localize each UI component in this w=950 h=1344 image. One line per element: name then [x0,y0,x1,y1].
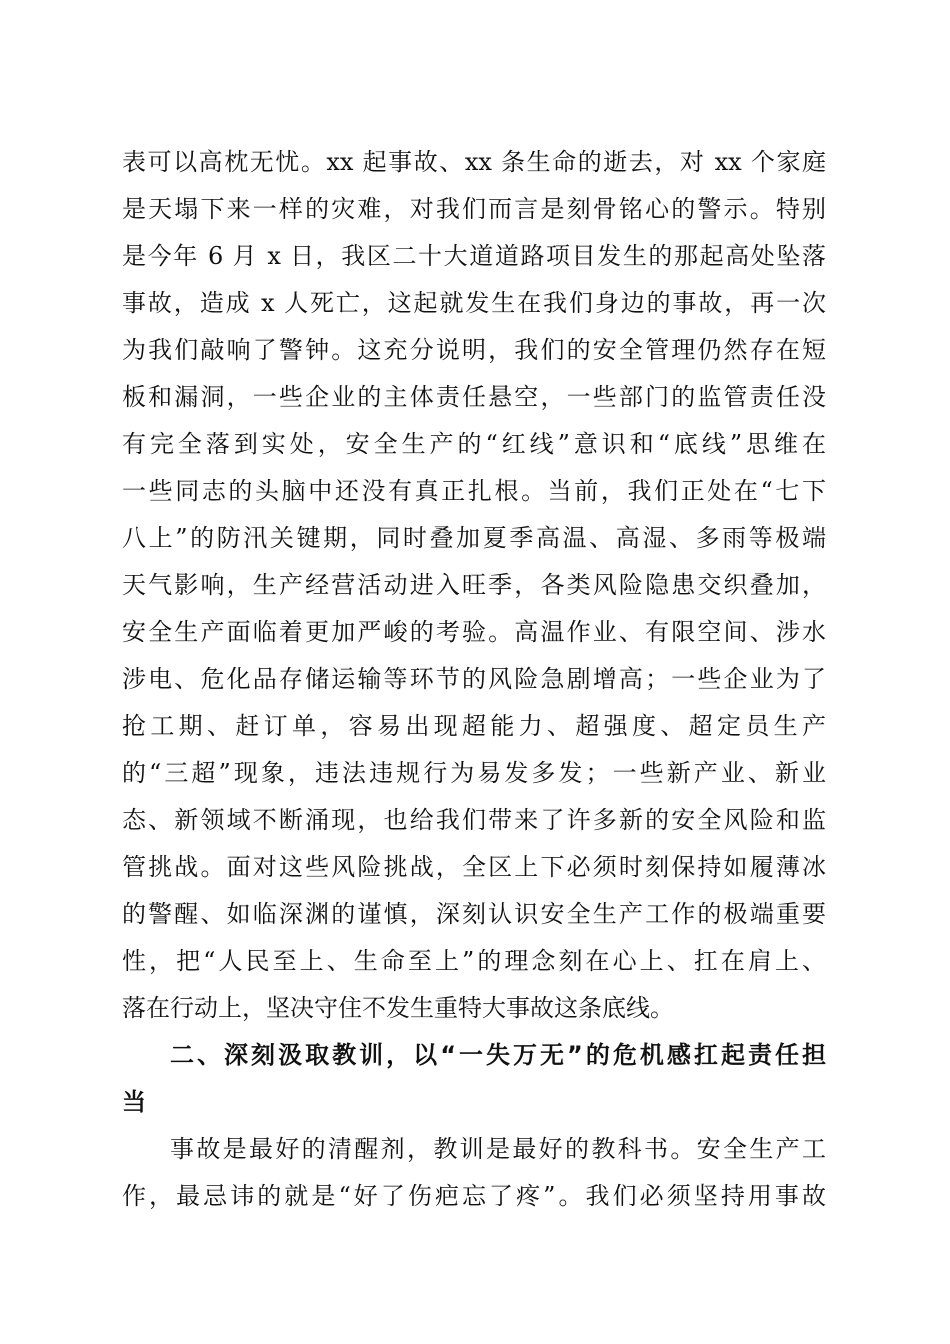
body-text-line: 态、新领域不断涌现，也给我们带来了许多新的安全风险和监 [122,806,826,834]
body-text-line: 天气影响，生产经营活动进入旺季，各类风险隐患交织叠加， [122,571,826,599]
body-text-line: 为我们敲响了警钟。这充分说明，我们的安全管理仍然存在短 [122,336,826,364]
body-text-line: 有完全落到实处，安全生产的“红线”意识和“底线”思维在 [122,430,826,458]
body-text-line: 八上”的防汛关键期，同时叠加夏季高温、高湿、多雨等极端 [122,524,826,552]
body-text-line: 事故，造成 x 人死亡，这起就发生在我们身边的事故，再一次 [122,289,826,317]
body-text-line: 涉电、危化品存储运输等环节的风险急剧增高；一些企业为了 [122,665,826,693]
body-text-line: 作，最忌讳的就是“好了伤疤忘了疼”。我们必须坚持用事故 [122,1182,826,1210]
body-text-line: 抢工期、赶订单，容易出现超能力、超强度、超定员生产 [122,712,826,740]
body-text-line: 落在行动上，坚决守住不发生重特大事故这条底线。 [122,994,674,1022]
body-text-line: 的“三超”现象，违法违规行为易发多发；一些新产业、新业 [122,759,826,787]
body-text-line: 事故是最好的清醒剂，教训是最好的教科书。安全生产工 [170,1135,826,1163]
body-text-line: 的警醒、如临深渊的谨慎，深刻认识安全生产工作的极端重要 [122,900,826,928]
section-heading: 二、深刻汲取教训，以“一失万无”的危机感扛起责任担 [170,1041,826,1069]
body-text-line: 性，把“人民至上、生命至上”的理念刻在心上、扛在肩上、 [122,947,826,975]
body-text-line: 是今年 6 月 x 日，我区二十大道道路项目发生的那起高处坠落 [122,242,826,270]
body-text-line: 板和漏洞，一些企业的主体责任悬空，一些部门的监管责任没 [122,383,826,411]
body-text-line: 一些同志的头脑中还没有真正扎根。当前，我们正处在“七下 [122,477,826,505]
body-text-line: 管挑战。面对这些风险挑战，全区上下必须时刻保持如履薄冰 [122,853,826,881]
section-heading-continued: 当 [122,1088,146,1116]
body-text-line: 表可以高枕无忧。xx 起事故、xx 条生命的逝去，对 xx 个家庭 [122,148,826,176]
body-text-line: 是天塌下来一样的灾难，对我们而言是刻骨铭心的警示。特别 [122,195,826,223]
body-text-line: 安全生产面临着更加严峻的考验。高温作业、有限空间、涉水 [122,618,826,646]
